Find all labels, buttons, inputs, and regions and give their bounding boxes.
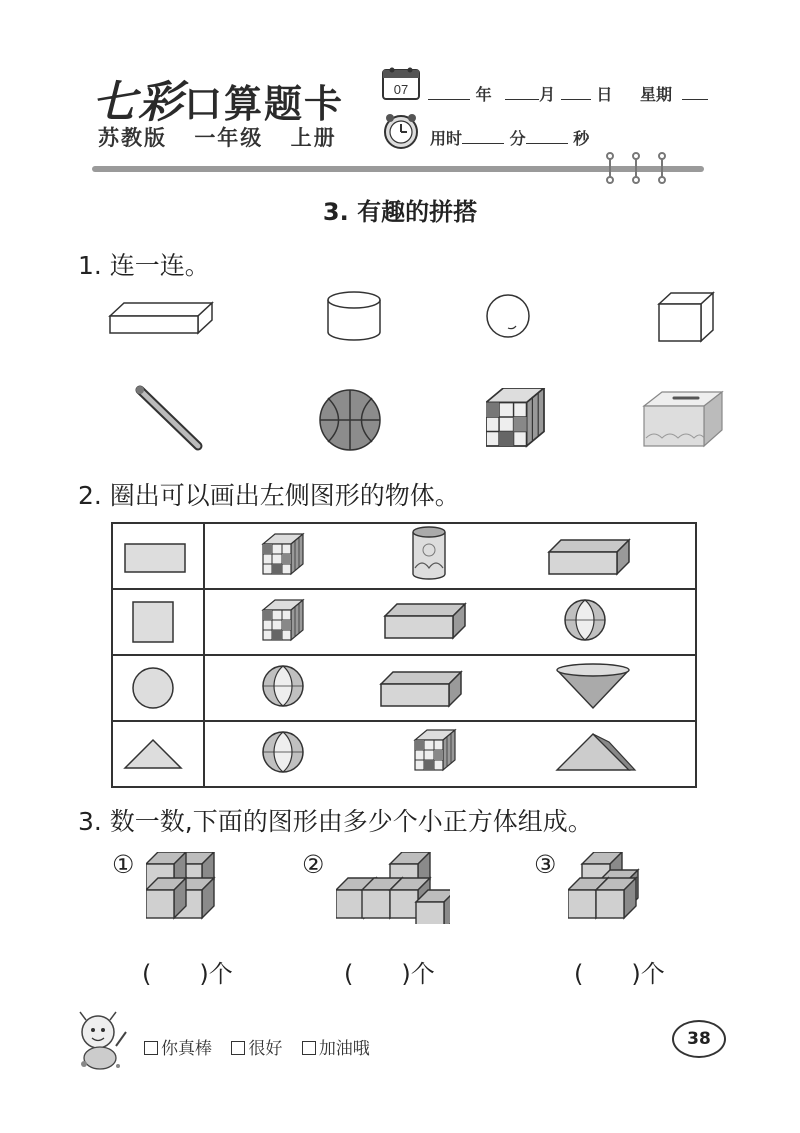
checkbox-icon [144, 1041, 158, 1055]
shape-cell [112, 655, 204, 721]
objects-cell [204, 523, 696, 589]
question-2-label: 2. 圈出可以画出左侧图形的物体。 [78, 481, 460, 510]
clock-icon [382, 112, 420, 150]
day-blank[interactable] [561, 85, 591, 100]
time-line [430, 126, 589, 149]
calendar-day: 07 [393, 82, 409, 97]
month-blank[interactable] [505, 85, 539, 100]
checkbox-icon [302, 1041, 316, 1055]
rubiks-cube-object[interactable] [415, 730, 455, 770]
basketball-icon[interactable] [316, 386, 386, 456]
mascot-icon [72, 1006, 134, 1072]
page-title: 3. 有趣的拼搭 [322, 198, 478, 226]
cylinder-outline[interactable] [324, 290, 384, 344]
cube-stack-figure-3 [568, 852, 640, 924]
ball-object[interactable] [263, 732, 303, 772]
cone-object[interactable] [557, 664, 629, 708]
ball-object[interactable] [263, 666, 303, 706]
rubiks-cube-icon[interactable] [486, 388, 546, 448]
tissue-box-icon[interactable] [640, 388, 726, 452]
rating-option-2[interactable]: 很好 [231, 1039, 282, 1059]
cube-stack-figure-1 [146, 852, 218, 920]
prism-object[interactable] [557, 734, 635, 770]
shape-cell [112, 721, 204, 787]
objects-cell [204, 721, 696, 787]
shape-cell [112, 589, 204, 655]
objects-cell [204, 655, 696, 721]
rubiks-cube-object[interactable] [263, 534, 303, 574]
shape-cell [112, 523, 204, 589]
ball-object[interactable] [565, 600, 605, 640]
can-object[interactable] [413, 527, 445, 579]
rectangle-shape [113, 524, 203, 584]
question-1-label: 1. 连一连。 [78, 251, 210, 280]
rating-option-3[interactable]: 加油哦 [302, 1039, 370, 1059]
cube-stack-figure-2 [336, 852, 450, 924]
edition-volume: 上册 [290, 126, 337, 150]
seconds-blank[interactable] [526, 129, 568, 144]
brand-rest: 口算题卡 [184, 81, 345, 126]
table-row [112, 589, 696, 655]
weekday-blank[interactable] [682, 85, 708, 100]
sphere-outline[interactable] [484, 292, 534, 342]
time-used-label: 用时 [430, 129, 463, 148]
cuboid-object[interactable] [385, 604, 465, 638]
year-blank[interactable] [428, 85, 470, 100]
table-row [112, 721, 696, 787]
stick-icon[interactable] [130, 382, 210, 456]
square-shape [113, 590, 203, 650]
shape-object-table [111, 522, 697, 788]
table-row [112, 523, 696, 589]
question-3-label: 3. 数一数,下面的图形由多少个小正方体组成。 [78, 807, 593, 836]
rating-row [144, 1034, 370, 1059]
answer-blank-1[interactable]: ( )个 [142, 960, 233, 988]
cuboid-object[interactable] [381, 672, 461, 706]
month-label: 月 [539, 85, 556, 104]
calendar-icon [382, 66, 420, 100]
date-line [428, 82, 708, 105]
weekday-label: 星期 [639, 85, 672, 104]
circle-shape [113, 656, 203, 716]
figure-3-number: ③ [534, 850, 557, 879]
answer-blank-3[interactable]: ( )个 [574, 960, 665, 988]
edition-grade: 一年级 [194, 126, 264, 150]
cuboid-object[interactable] [549, 540, 629, 574]
table-row [112, 655, 696, 721]
rubiks-cube-object[interactable] [263, 600, 303, 640]
brand-prefix: 七彩 [92, 77, 184, 128]
figure-2-number: ② [302, 850, 325, 879]
brand-title [92, 66, 344, 130]
minutes-blank[interactable] [462, 129, 504, 144]
checkbox-icon [231, 1041, 245, 1055]
binder-rings-icon [600, 152, 680, 186]
rating-option-1[interactable]: 你真棒 [144, 1039, 212, 1059]
edition-publisher: 苏教版 [98, 126, 167, 150]
edition-line [98, 122, 355, 152]
year-label: 年 [475, 85, 492, 104]
seconds-label: 秒 [573, 129, 590, 148]
triangle-shape [113, 722, 203, 782]
cube-outline[interactable] [656, 290, 718, 346]
page-number: 38 [672, 1020, 726, 1058]
cuboid-outline[interactable] [108, 290, 218, 342]
day-label: 日 [596, 85, 613, 104]
answer-blank-2[interactable]: ( )个 [344, 960, 435, 988]
figure-1-number: ① [112, 850, 135, 879]
objects-cell [204, 589, 696, 655]
minutes-label: 分 [509, 129, 526, 148]
